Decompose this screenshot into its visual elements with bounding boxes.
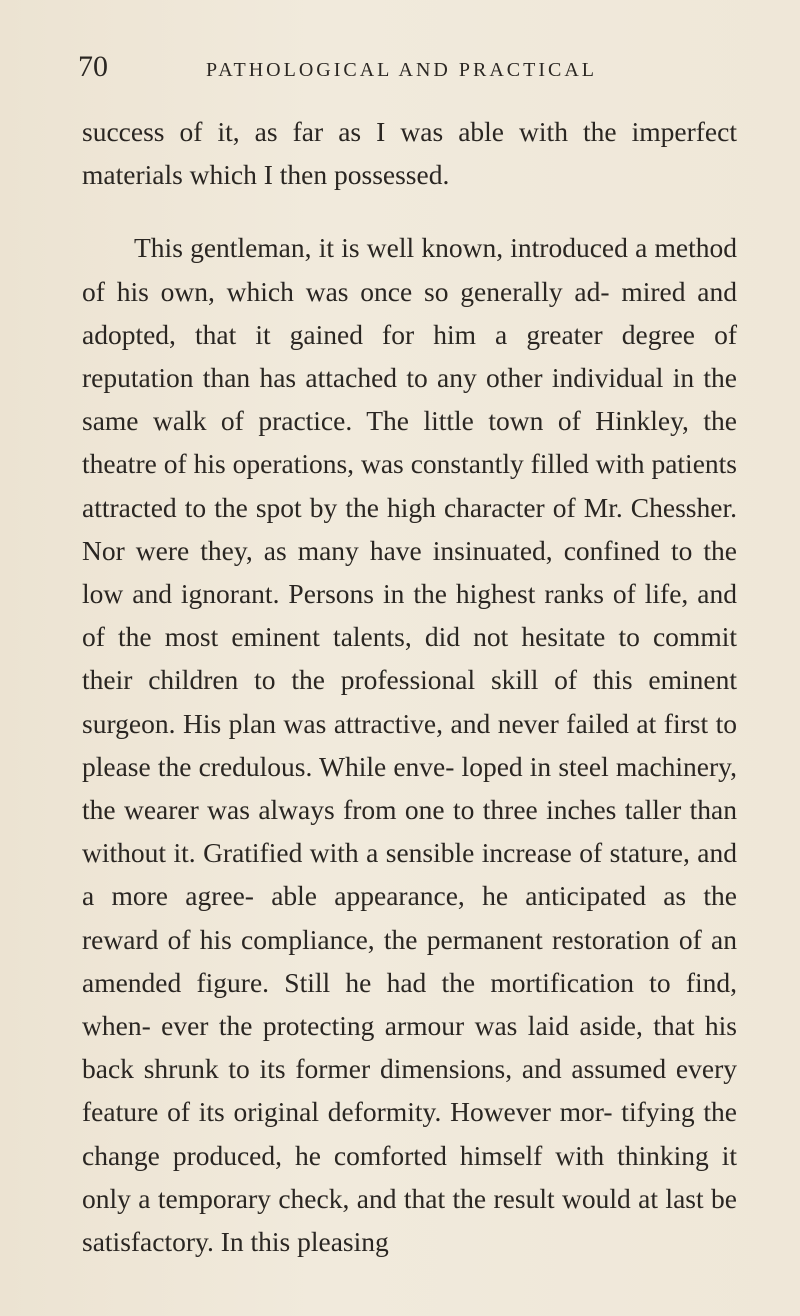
running-head: PATHOLOGICAL AND PRACTICAL — [206, 59, 597, 81]
paragraph-continued: success of it, as far as I was able with the imperfect materials which I then possessed. — [82, 116, 737, 191]
paragraph: This gentleman, it is well known, introduced a method of his own, which was once so generally ad- mired and adopted, that it gained for him a greater degree of reputation than has attached to any other individual in the same walk of practice. The little town of Hinkley, the theatre of his operations, was constantly filled with patients attracted to the spot by the high character of Mr. Chessher. Nor were they, as many have insinuated, confined to the low and ignorant. Persons in the highest ranks of life, and of the most eminent talents, did not hesitate to commit their children to the professional skill of this eminent surgeon. His plan was attractive, and never failed at first to please the credulous. While enve- loped in steel machinery, the wearer was always from one to three inches taller than without it. Gratified with a sensible increase of stature, and a more agree- able appearance, he anticipated as the reward of his compliance, the permanent restoration of an amended figure. Still he had the mortification to find, when- ever the protecting armour was laid aside, that his back shrunk to its former dimensions, and assumed every feature of its original deformity. However mor- tifying the change produced, he comforted himself with thinking it only a temporary check, and that the result would at last be satisfactory. In this pleasing — [82, 232, 737, 1258]
body-text — [82, 110, 737, 1263]
page-number: 70 — [78, 50, 108, 83]
